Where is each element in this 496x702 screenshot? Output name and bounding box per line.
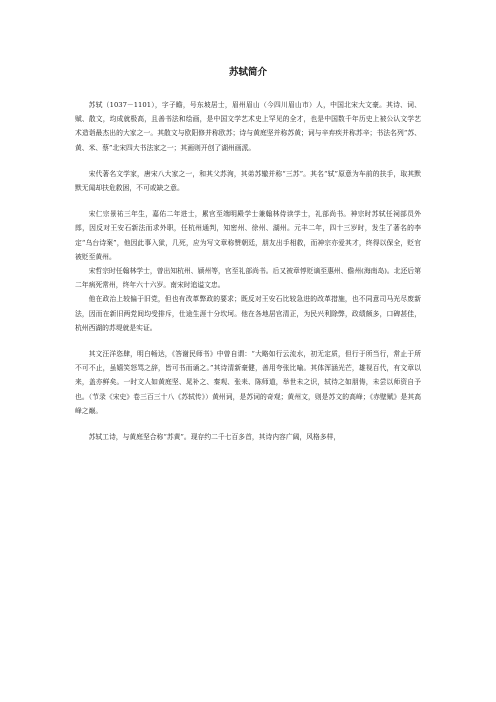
- paragraph-career-late: 宋哲宗时任翰林学士，曾出知杭州、颍州等，官至礼部尚书。后又被章惇贬谪至惠州、儋州(海南岛)。北还后第二年病死常州，终年六十六岁。南宋时追谥文忠。: [75, 267, 421, 290]
- paragraph-politics: 他在政治上较偏于旧党，但也有改革弊政的要求；既反对王安石比较急进的改革措施，也不同意司马光尽废新法，因而在新旧两党间均受排斥，仕途生涯十分坎坷。他在各地居官清正，为民兴利除弊，政绩颇多，口碑甚佳，杭州西湖的苏堤就是实证。: [75, 295, 421, 332]
- paragraph-intro: 苏轼（1037－1101），字子瞻，号东坡居士，眉州眉山（今四川眉山市）人，中国北宋大文豪。其诗、词、赋、散文，均成就极高，且善书法和绘画，是中国文学艺术史上罕见的全才，也是中国数千年历史上被公认文学艺术造诣最杰出的大家之一。其散文与欧阳修并称欧苏；诗与黄庭坚并称苏黄；词与辛弃疾并称苏辛；书法名列“苏、黄、米、蔡”北宋四大书法家之一；其画则开创了湖州画派。: [75, 101, 421, 152]
- paragraph-career-early: 宋仁宗景祐三年生，嘉佑二年进士，累官至端明殿学士兼翰林侍读学士，礼部尚书。神宗时苏轼任祠部员外郎，因反对王安石新法而求外职，任杭州通判，知密州、徐州、湖州。元丰二年，四十三岁时，发生了著名的李定“乌台诗案”，他因此事入狱，几死，应为写文章称赞朝廷，朋友出手相救，而神宗亦爱其才，终得以保全，贬官被贬至黄州。: [75, 210, 421, 261]
- document-title: 苏轼简介: [228, 67, 267, 78]
- paragraph-name-origin: 宋代著名文学家，唐宋八大家之一，和其父苏洵，其弟苏辙并称“三苏”。其名“轼”原意为车前的扶手，取其默默无闻却扶危救困，不可或缺之意。: [75, 169, 421, 193]
- paragraph-literary-style: 其文汪洋恣肆，明白畅达，《答谢民师书》中曾自谓：“大略如行云流水，初无定质，但行于所当行，常止于所不可不止，虽嬉笑怒骂之辞，皆可书而诵之。”其诗清新豪健，善用夸张比喻。其体浑涵光芒，雄视百代，有文章以来，盖亦鲜矣。一时文人如黄庭坚、晁补之、秦观、张耒、陈师道，举世未之识，轼待之如朋俦，未尝以师资自予也。（节录《宋史》卷三百三十八《苏轼传》）黄州词，是苏词的奇观；黄州文，则是苏文的高峰；《赤壁赋》是其高峰之巅。: [75, 350, 421, 415]
- paragraph-poetry: 苏轼工诗，与黄庭坚合称“苏黄”。现存约二千七百多首，其诗内容广阔，风格多样，: [88, 433, 341, 442]
- paragraph-gap: [75, 195, 421, 207]
- paragraph-gap: [75, 335, 421, 347]
- paragraph-gap: [75, 418, 421, 430]
- paragraph-gap: [75, 155, 421, 167]
